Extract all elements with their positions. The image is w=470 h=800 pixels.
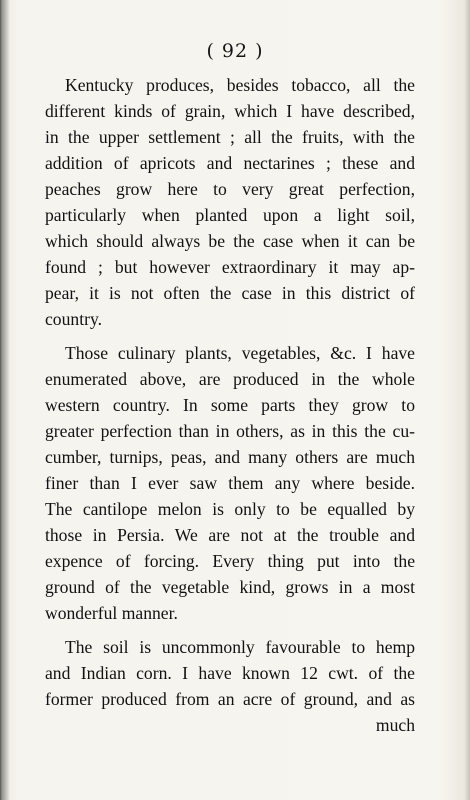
text-line: former produced from an acre of ground, and as: [45, 689, 415, 709]
text-line: cumber, turnips, peas, and many others are much: [45, 447, 415, 467]
page-edge: [464, 0, 470, 800]
text-line: found ; but however extraordinary it may ap-: [45, 257, 415, 277]
text-line: Kentucky produces, besides tobacco, all the: [65, 75, 415, 95]
text-line: The cantilope melon is only to be equalled by: [45, 499, 415, 519]
text-line: those in Persia. We are not at the trouble and: [45, 525, 415, 545]
paragraph-gap: [45, 626, 415, 634]
text-line: addition of apricots and nectarines ; these and: [45, 153, 415, 173]
page-number: ( 92 ): [206, 40, 264, 62]
text-line: finer than I ever saw them any where beside.: [45, 473, 415, 493]
text-line: enumerated above, are produced in the whole: [45, 369, 415, 389]
text-line: country.: [45, 309, 102, 329]
text-line: ground of the vegetable kind, grows in a most: [45, 577, 415, 597]
text-line: pear, it is not often the case in this district of: [45, 283, 415, 303]
paragraph-gap: [45, 332, 415, 340]
text-line: and Indian corn. I have known 12 cwt. of the: [45, 663, 415, 683]
text-line: different kinds of grain, which I have described,: [45, 101, 415, 121]
text-line: peaches grow here to very great perfection,: [45, 179, 415, 199]
catchword: much: [375, 715, 415, 735]
page-gutter-shadow: [0, 0, 10, 800]
text-line: in the upper settlement ; all the fruits, with the: [45, 127, 415, 147]
text-line: particularly when planted upon a light soil,: [45, 205, 415, 225]
text-line: Those culinary plants, vegetables, &c. I have: [65, 343, 415, 363]
text-line: wonderful manner.: [45, 603, 178, 623]
text-line: greater perfection than in others, as in this the cu-: [45, 421, 415, 441]
text-line: western country. In some parts they grow to: [45, 395, 415, 415]
body-text: [45, 72, 415, 738]
text-line: The soil is uncommonly favourable to hemp: [65, 637, 415, 657]
text-line: expence of forcing. Every thing put into the: [45, 551, 415, 571]
text-line: which should always be the case when it can be: [45, 231, 415, 251]
